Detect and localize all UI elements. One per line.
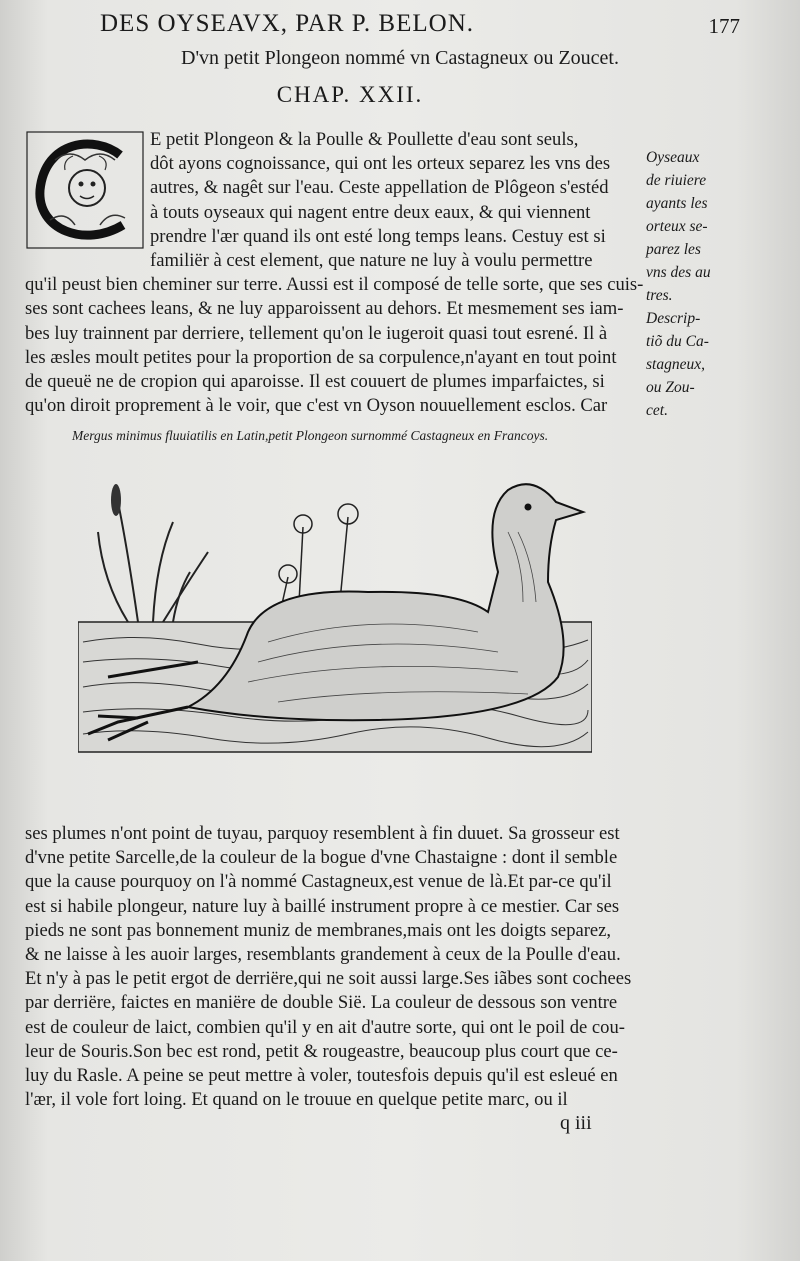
text-line: prendre l'ær quand ils ont esté long temps leans. Cestuy est si — [150, 225, 606, 247]
chapter-heading: CHAP. XXII. — [276, 82, 424, 107]
text-line: Et n'y à pas le petit ergot de derriëre,qui ne soit aussi large.Ses iãbes sont cochees — [25, 968, 632, 990]
text-line: bes luy trainnent par derriere, tellement qu'on le iugeroit quasi tout esrené. Il à — [25, 322, 608, 344]
margin-line: vns des au — [646, 264, 711, 281]
text-line: que la cause pourquoy on l'à nommé Castagneux,est venue de là.Et par-ce qu'il — [25, 871, 612, 893]
margin-line: stagneux, — [646, 356, 705, 373]
margin-line: ayants les — [646, 195, 708, 212]
text-line: familiër à cest element, que nature ne luy à voulu permettre — [150, 250, 593, 272]
text-line: dôt ayons cognoissance, qui ont les orteux separez les vns des — [150, 153, 611, 175]
text-line: par derriëre, faictes en maniëre de double Sië. La couleur de dessous son ventre — [25, 992, 618, 1014]
text-line: luy du Rasle. A peine se peut mettre à voler, toutesfois depuis qu'il est esleué en — [25, 1065, 618, 1087]
text-line: ses plumes n'ont point de tuyau, parquoy resemblent à fin duuet. Sa grosseur est — [25, 823, 620, 844]
margin-line: Descrip- — [646, 310, 701, 327]
margin-note-2 — [646, 307, 716, 422]
text-line: qu'il peust bien cheminer sur terre. Aussi est il composé de telle sorte, que ses cuis- — [25, 274, 644, 296]
text-line: est si habile plongeur, nature luy à baillé instrument propre à ce mestier. Car ses — [25, 895, 620, 917]
page-header — [60, 10, 740, 40]
margin-line: Oyseaux — [646, 149, 700, 166]
text-line: de queuë ne de cropion qui aparoisse. Il est couuert de plumes imparfaictes, si — [25, 371, 605, 393]
text-line: ses sont cachees leans, & ne luy apparoissent au dehors. Et mesmement ses iam- — [25, 298, 624, 320]
text-line: est de couleur de laict, combien qu'il y en ait d'autre sorte, qui ont le poil de cou- — [25, 1016, 625, 1038]
text-line: pieds ne sont pas bonnement muniz de membranes,mais ont les doigts separez, — [25, 919, 612, 941]
paragraph-2 — [25, 822, 655, 1112]
margin-line: parez les — [646, 241, 701, 258]
chapter-subtitle: D'vn petit Plongeon nommé vn Castagneux ou Zoucet. — [181, 47, 619, 69]
margin-line: ou Zou- — [646, 379, 695, 396]
margin-line: tiõ du Ca- — [646, 333, 709, 350]
text-line: qu'on diroit proprement à le voir, que c'est vn Oyson nouuellement esclos. Car — [25, 395, 608, 417]
text-line: d'vne petite Sarcelle,de la couleur de la bogue d'vne Chastaigne : dont il semble — [25, 847, 618, 869]
running-head: DES OYSEAVX, PAR P. BELON. — [100, 10, 474, 37]
text-line: leur de Souris.Son bec est rond, petit & rougeastre, beaucoup plus court que ce- — [25, 1040, 618, 1062]
text-line: l'ær, il vole fort loing. Et quand on le trouue en quelque petite marc, ou il — [25, 1089, 568, 1111]
margin-line: cet. — [646, 402, 668, 419]
text-line: à touts oyseaux qui nagent entre deux eaux, & qui viennent — [150, 201, 591, 223]
signature-mark: q iii — [560, 1112, 592, 1134]
text-line: les æsles moult petites pour la proportion de sa corpulence,n'ayant en tout point — [25, 346, 617, 368]
text-line: autres, & nagêt sur l'eau. Ceste appellation de Plôgeon s'estéd — [150, 177, 609, 199]
margin-line: orteux se- — [646, 218, 708, 235]
figure-caption: Mergus minimus fluuiatilis en Latin,petit Plongeon surnommé Castagneux en Francoys. — [72, 428, 549, 443]
page-number: 177 — [708, 14, 740, 38]
margin-line: de riuiere — [646, 172, 707, 189]
grebe-woodcut-illustration — [78, 472, 592, 757]
margin-line: tres. — [646, 287, 673, 304]
paragraph-1 — [25, 128, 644, 418]
text-line: E petit Plongeon & la Poulle & Poullette d'eau sont seuls, — [150, 129, 579, 150]
text-line: & ne laisse à les auoir larges, resemblants grandement à ceux de la Poulle d'eau. — [25, 944, 621, 966]
margin-note-1 — [646, 146, 716, 307]
